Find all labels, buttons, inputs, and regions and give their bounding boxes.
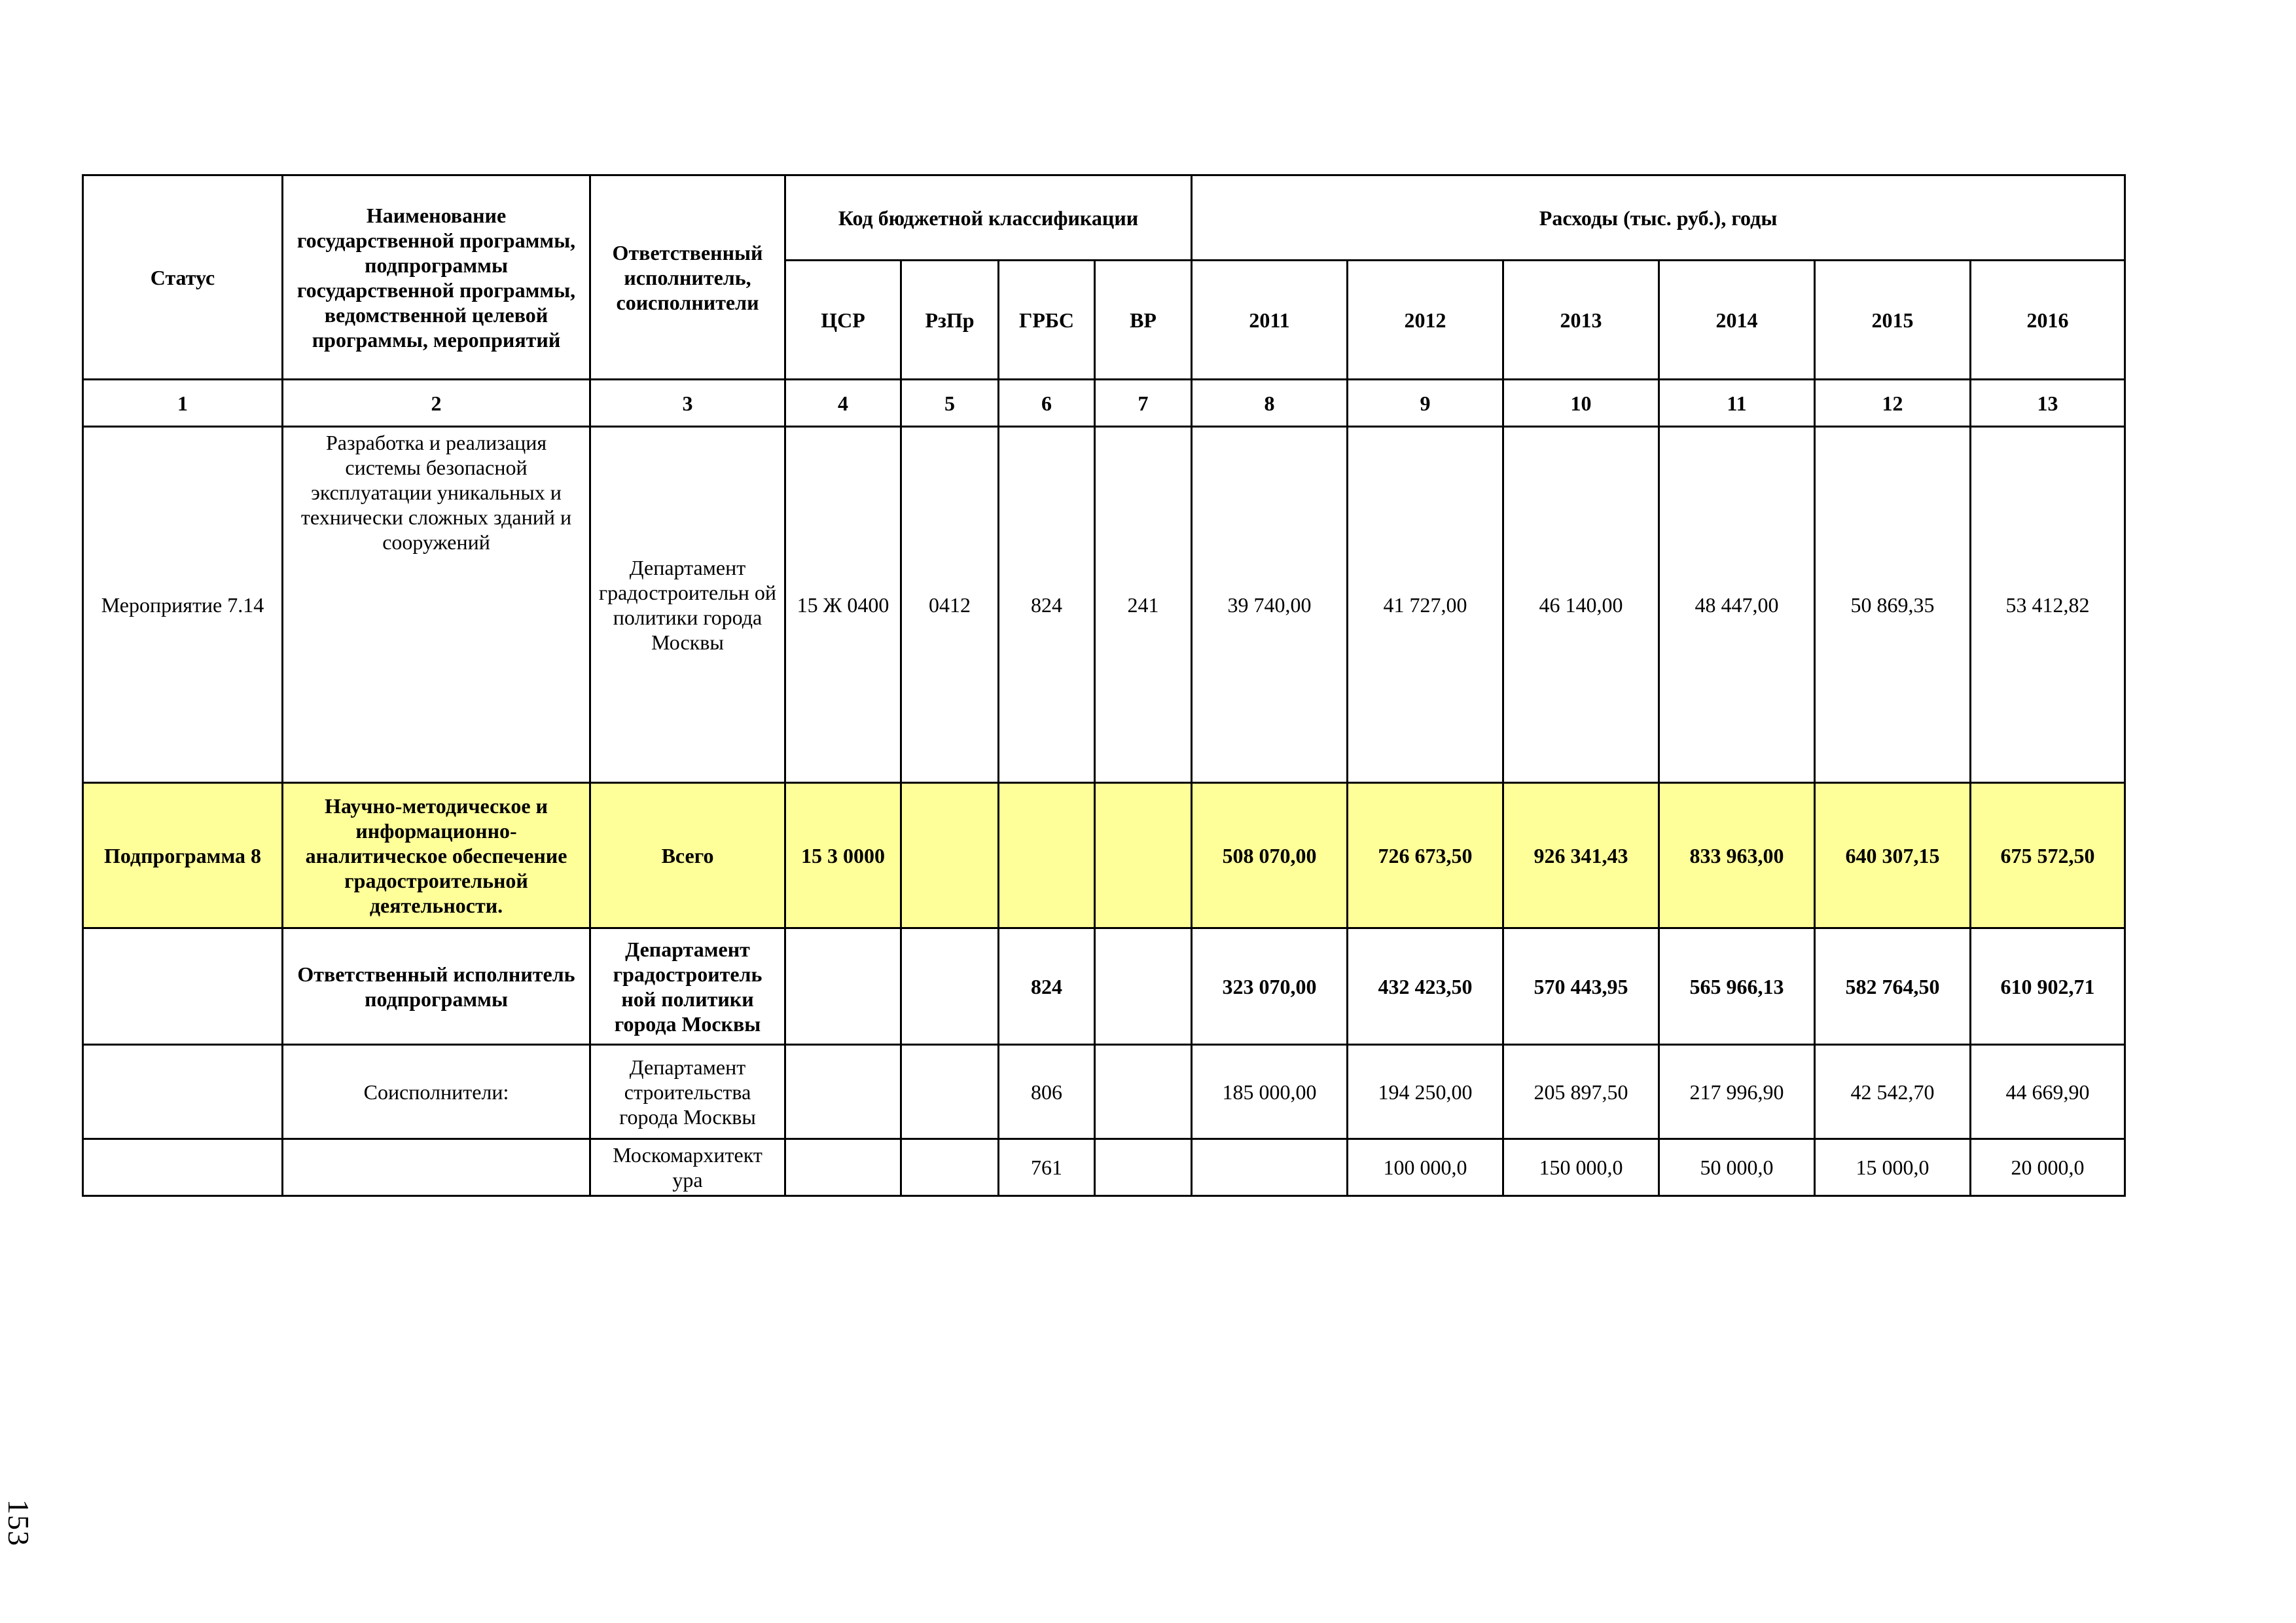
header-budget-code: Код бюджетной классификации bbox=[785, 175, 1192, 261]
table-row-subprogram bbox=[83, 783, 2125, 928]
table-row bbox=[83, 1139, 2125, 1196]
row-value-2014: 50 000,0 bbox=[1659, 1139, 1815, 1196]
row-value-2015: 50 869,35 bbox=[1815, 427, 1971, 783]
row-responsible: Департамент строительства города Москвы bbox=[590, 1045, 785, 1139]
row-value-2013: 46 140,00 bbox=[1503, 427, 1659, 783]
header-status: Статус bbox=[83, 175, 283, 380]
row-value-2013: 926 341,43 bbox=[1503, 783, 1659, 928]
row-rzpr bbox=[901, 928, 999, 1045]
row-rzpr: 0412 bbox=[901, 427, 999, 783]
table-row bbox=[83, 928, 2125, 1045]
row-value-2011: 39 740,00 bbox=[1192, 427, 1348, 783]
row-value-2013: 205 897,50 bbox=[1503, 1045, 1659, 1139]
col-number: 13 bbox=[1971, 380, 2125, 427]
row-value-2011: 323 070,00 bbox=[1192, 928, 1348, 1045]
header-year-2011: 2011 bbox=[1192, 261, 1348, 380]
col-number: 2 bbox=[283, 380, 590, 427]
row-value-2013: 570 443,95 bbox=[1503, 928, 1659, 1045]
row-csr bbox=[785, 1139, 901, 1196]
row-value-2014: 48 447,00 bbox=[1659, 427, 1815, 783]
row-vr bbox=[1095, 1045, 1192, 1139]
row-responsible: Всего bbox=[590, 783, 785, 928]
row-value-2015: 15 000,0 bbox=[1815, 1139, 1971, 1196]
row-grbs bbox=[999, 783, 1095, 928]
row-responsible: Департамент градостроительн ой политики города Москвы bbox=[590, 427, 785, 783]
row-value-2016: 675 572,50 bbox=[1971, 783, 2125, 928]
page-number: 153 bbox=[2, 1499, 35, 1546]
row-rzpr bbox=[901, 1045, 999, 1139]
row-value-2016: 53 412,82 bbox=[1971, 427, 2125, 783]
row-value-2012: 432 423,50 bbox=[1348, 928, 1503, 1045]
header-year-2012: 2012 bbox=[1348, 261, 1503, 380]
header-code-rzpr: РзПр bbox=[901, 261, 999, 380]
col-number: 1 bbox=[83, 380, 283, 427]
row-value-2012: 726 673,50 bbox=[1348, 783, 1503, 928]
row-csr: 15 3 0000 bbox=[785, 783, 901, 928]
col-number: 12 bbox=[1815, 380, 1971, 427]
row-name: Разработка и реализация системы безопасной эксплуатации уникальных и технически сложных зданий и сооружений bbox=[283, 427, 590, 783]
row-value-2012: 194 250,00 bbox=[1348, 1045, 1503, 1139]
header-code-vr: ВР bbox=[1095, 261, 1192, 380]
row-grbs: 761 bbox=[999, 1139, 1095, 1196]
row-value-2011: 508 070,00 bbox=[1192, 783, 1348, 928]
row-value-2014: 217 996,90 bbox=[1659, 1045, 1815, 1139]
row-status bbox=[83, 1139, 283, 1196]
row-status bbox=[83, 1045, 283, 1139]
header-year-2015: 2015 bbox=[1815, 261, 1971, 380]
row-status bbox=[83, 928, 283, 1045]
row-value-2013: 150 000,0 bbox=[1503, 1139, 1659, 1196]
col-number: 11 bbox=[1659, 380, 1815, 427]
row-rzpr bbox=[901, 783, 999, 928]
table-row bbox=[83, 427, 2125, 783]
header-year-2014: 2014 bbox=[1659, 261, 1815, 380]
budget-table bbox=[82, 174, 2126, 1197]
col-number: 4 bbox=[785, 380, 901, 427]
row-name: Ответственный исполнитель подпрограммы bbox=[283, 928, 590, 1045]
col-number: 7 bbox=[1095, 380, 1192, 427]
row-value-2016: 20 000,0 bbox=[1971, 1139, 2125, 1196]
col-number: 10 bbox=[1503, 380, 1659, 427]
row-name bbox=[283, 1139, 590, 1196]
header-expenses: Расходы (тыс. руб.), годы bbox=[1192, 175, 2125, 261]
row-value-2016: 610 902,71 bbox=[1971, 928, 2125, 1045]
row-value-2016: 44 669,90 bbox=[1971, 1045, 2125, 1139]
row-value-2015: 582 764,50 bbox=[1815, 928, 1971, 1045]
row-vr bbox=[1095, 928, 1192, 1045]
row-value-2015: 42 542,70 bbox=[1815, 1045, 1971, 1139]
header-year-2016: 2016 bbox=[1971, 261, 2125, 380]
col-number: 5 bbox=[901, 380, 999, 427]
row-responsible: Департамент градостроитель ной политики города Москвы bbox=[590, 928, 785, 1045]
header-year-2013: 2013 bbox=[1503, 261, 1659, 380]
col-number: 9 bbox=[1348, 380, 1503, 427]
header-responsible: Ответственный исполнитель, соисполнители bbox=[590, 175, 785, 380]
row-vr: 241 bbox=[1095, 427, 1192, 783]
row-status: Мероприятие 7.14 bbox=[83, 427, 283, 783]
row-value-2011 bbox=[1192, 1139, 1348, 1196]
header-row-1 bbox=[83, 175, 2125, 261]
row-grbs: 824 bbox=[999, 928, 1095, 1045]
row-csr bbox=[785, 1045, 901, 1139]
row-value-2014: 833 963,00 bbox=[1659, 783, 1815, 928]
row-status: Подпрограмма 8 bbox=[83, 783, 283, 928]
row-name: Научно-методическое и информационно-аналитическое обеспечение градостроительной деятельности. bbox=[283, 783, 590, 928]
row-responsible: Москомархитект ура bbox=[590, 1139, 785, 1196]
row-value-2012: 100 000,0 bbox=[1348, 1139, 1503, 1196]
row-vr bbox=[1095, 783, 1192, 928]
row-value-2014: 565 966,13 bbox=[1659, 928, 1815, 1045]
row-csr bbox=[785, 928, 901, 1045]
col-number: 3 bbox=[590, 380, 785, 427]
row-value-2011: 185 000,00 bbox=[1192, 1045, 1348, 1139]
row-csr: 15 Ж 0400 bbox=[785, 427, 901, 783]
row-rzpr bbox=[901, 1139, 999, 1196]
row-vr bbox=[1095, 1139, 1192, 1196]
col-number: 6 bbox=[999, 380, 1095, 427]
header-name: Наименование государственной программы, подпрограммы государственной программы, ведомственной целевой программы, мероприятий bbox=[283, 175, 590, 380]
header-code-csr: ЦСР bbox=[785, 261, 901, 380]
row-value-2012: 41 727,00 bbox=[1348, 427, 1503, 783]
row-grbs: 806 bbox=[999, 1045, 1095, 1139]
row-value-2015: 640 307,15 bbox=[1815, 783, 1971, 928]
table-row bbox=[83, 1045, 2125, 1139]
col-number: 8 bbox=[1192, 380, 1348, 427]
row-name: Соисполнители: bbox=[283, 1045, 590, 1139]
header-code-grbs: ГРБС bbox=[999, 261, 1095, 380]
column-number-row bbox=[83, 380, 2125, 427]
row-grbs: 824 bbox=[999, 427, 1095, 783]
